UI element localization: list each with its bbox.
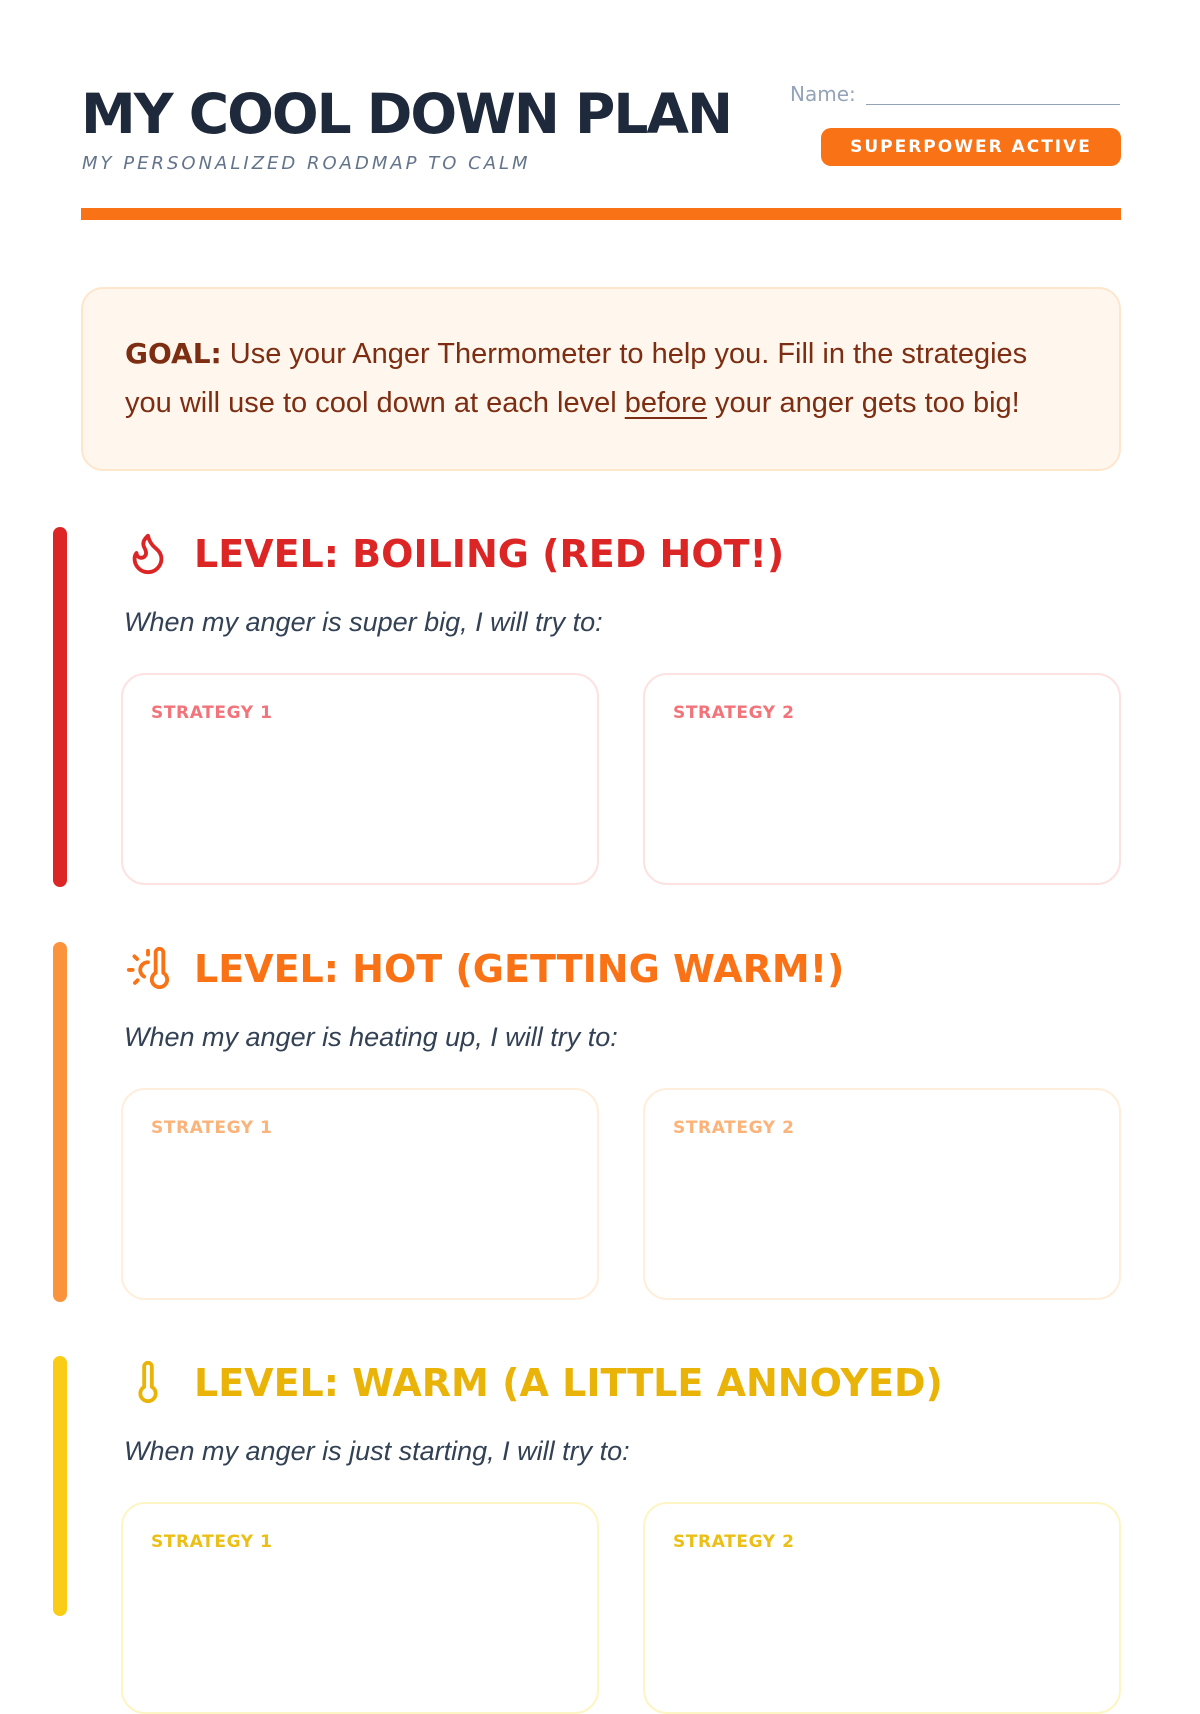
strategy-label: STRATEGY 2: [673, 703, 795, 723]
strategy-2-box[interactable]: [643, 1088, 1121, 1300]
level-color-bar: [53, 1356, 67, 1616]
name-field[interactable]: [790, 82, 1120, 112]
header-divider: [81, 208, 1121, 220]
strategy-1-box[interactable]: [121, 1502, 599, 1714]
strategy-label: STRATEGY 1: [151, 1118, 273, 1138]
level-title: LEVEL: WARM (A LITTLE ANNOYED): [194, 1361, 943, 1405]
strategy-label: STRATEGY 2: [673, 1118, 795, 1138]
level-prompt: When my anger is heating up, I will try to:: [124, 1022, 618, 1052]
page-subtitle: MY PERSONALIZED ROADMAP TO CALM: [82, 153, 531, 174]
superpower-badge: SUPERPOWER ACTIVE: [821, 128, 1121, 166]
strategy-label: STRATEGY 1: [151, 1532, 273, 1552]
goal-text: Use your Anger Thermometer to help you. Fill in the strategies you will use to cool down at each level: [125, 338, 1028, 419]
name-label: Name:: [790, 82, 856, 106]
goal-box: [81, 287, 1121, 471]
name-underline[interactable]: [866, 104, 1120, 105]
goal-emphasis: before: [624, 387, 707, 419]
strategy-2-box[interactable]: [643, 1502, 1121, 1714]
strategy-1-box[interactable]: [121, 1088, 599, 1300]
level-warm-section: [53, 1356, 1121, 1600]
thermometer-icon: [125, 1359, 171, 1405]
level-title: LEVEL: HOT (GETTING WARM!): [194, 947, 845, 991]
level-title: LEVEL: BOILING (RED HOT!): [194, 532, 785, 576]
level-color-bar: [53, 942, 67, 1302]
level-prompt: When my anger is just starting, I will try to:: [124, 1436, 630, 1466]
thermometer-sun-icon: [125, 945, 171, 991]
level-color-bar: [53, 527, 67, 887]
strategy-label: STRATEGY 1: [151, 703, 273, 723]
strategy-1-box[interactable]: [121, 673, 599, 885]
strategy-2-box[interactable]: [643, 673, 1121, 885]
flame-icon: [125, 530, 171, 576]
strategy-label: STRATEGY 2: [673, 1532, 795, 1552]
goal-label: GOAL:: [125, 337, 222, 370]
level-prompt: When my anger is super big, I will try to:: [124, 607, 603, 637]
goal-text-end: your anger gets too big!: [706, 387, 1020, 419]
page-title: MY COOL DOWN PLAN: [81, 82, 731, 146]
